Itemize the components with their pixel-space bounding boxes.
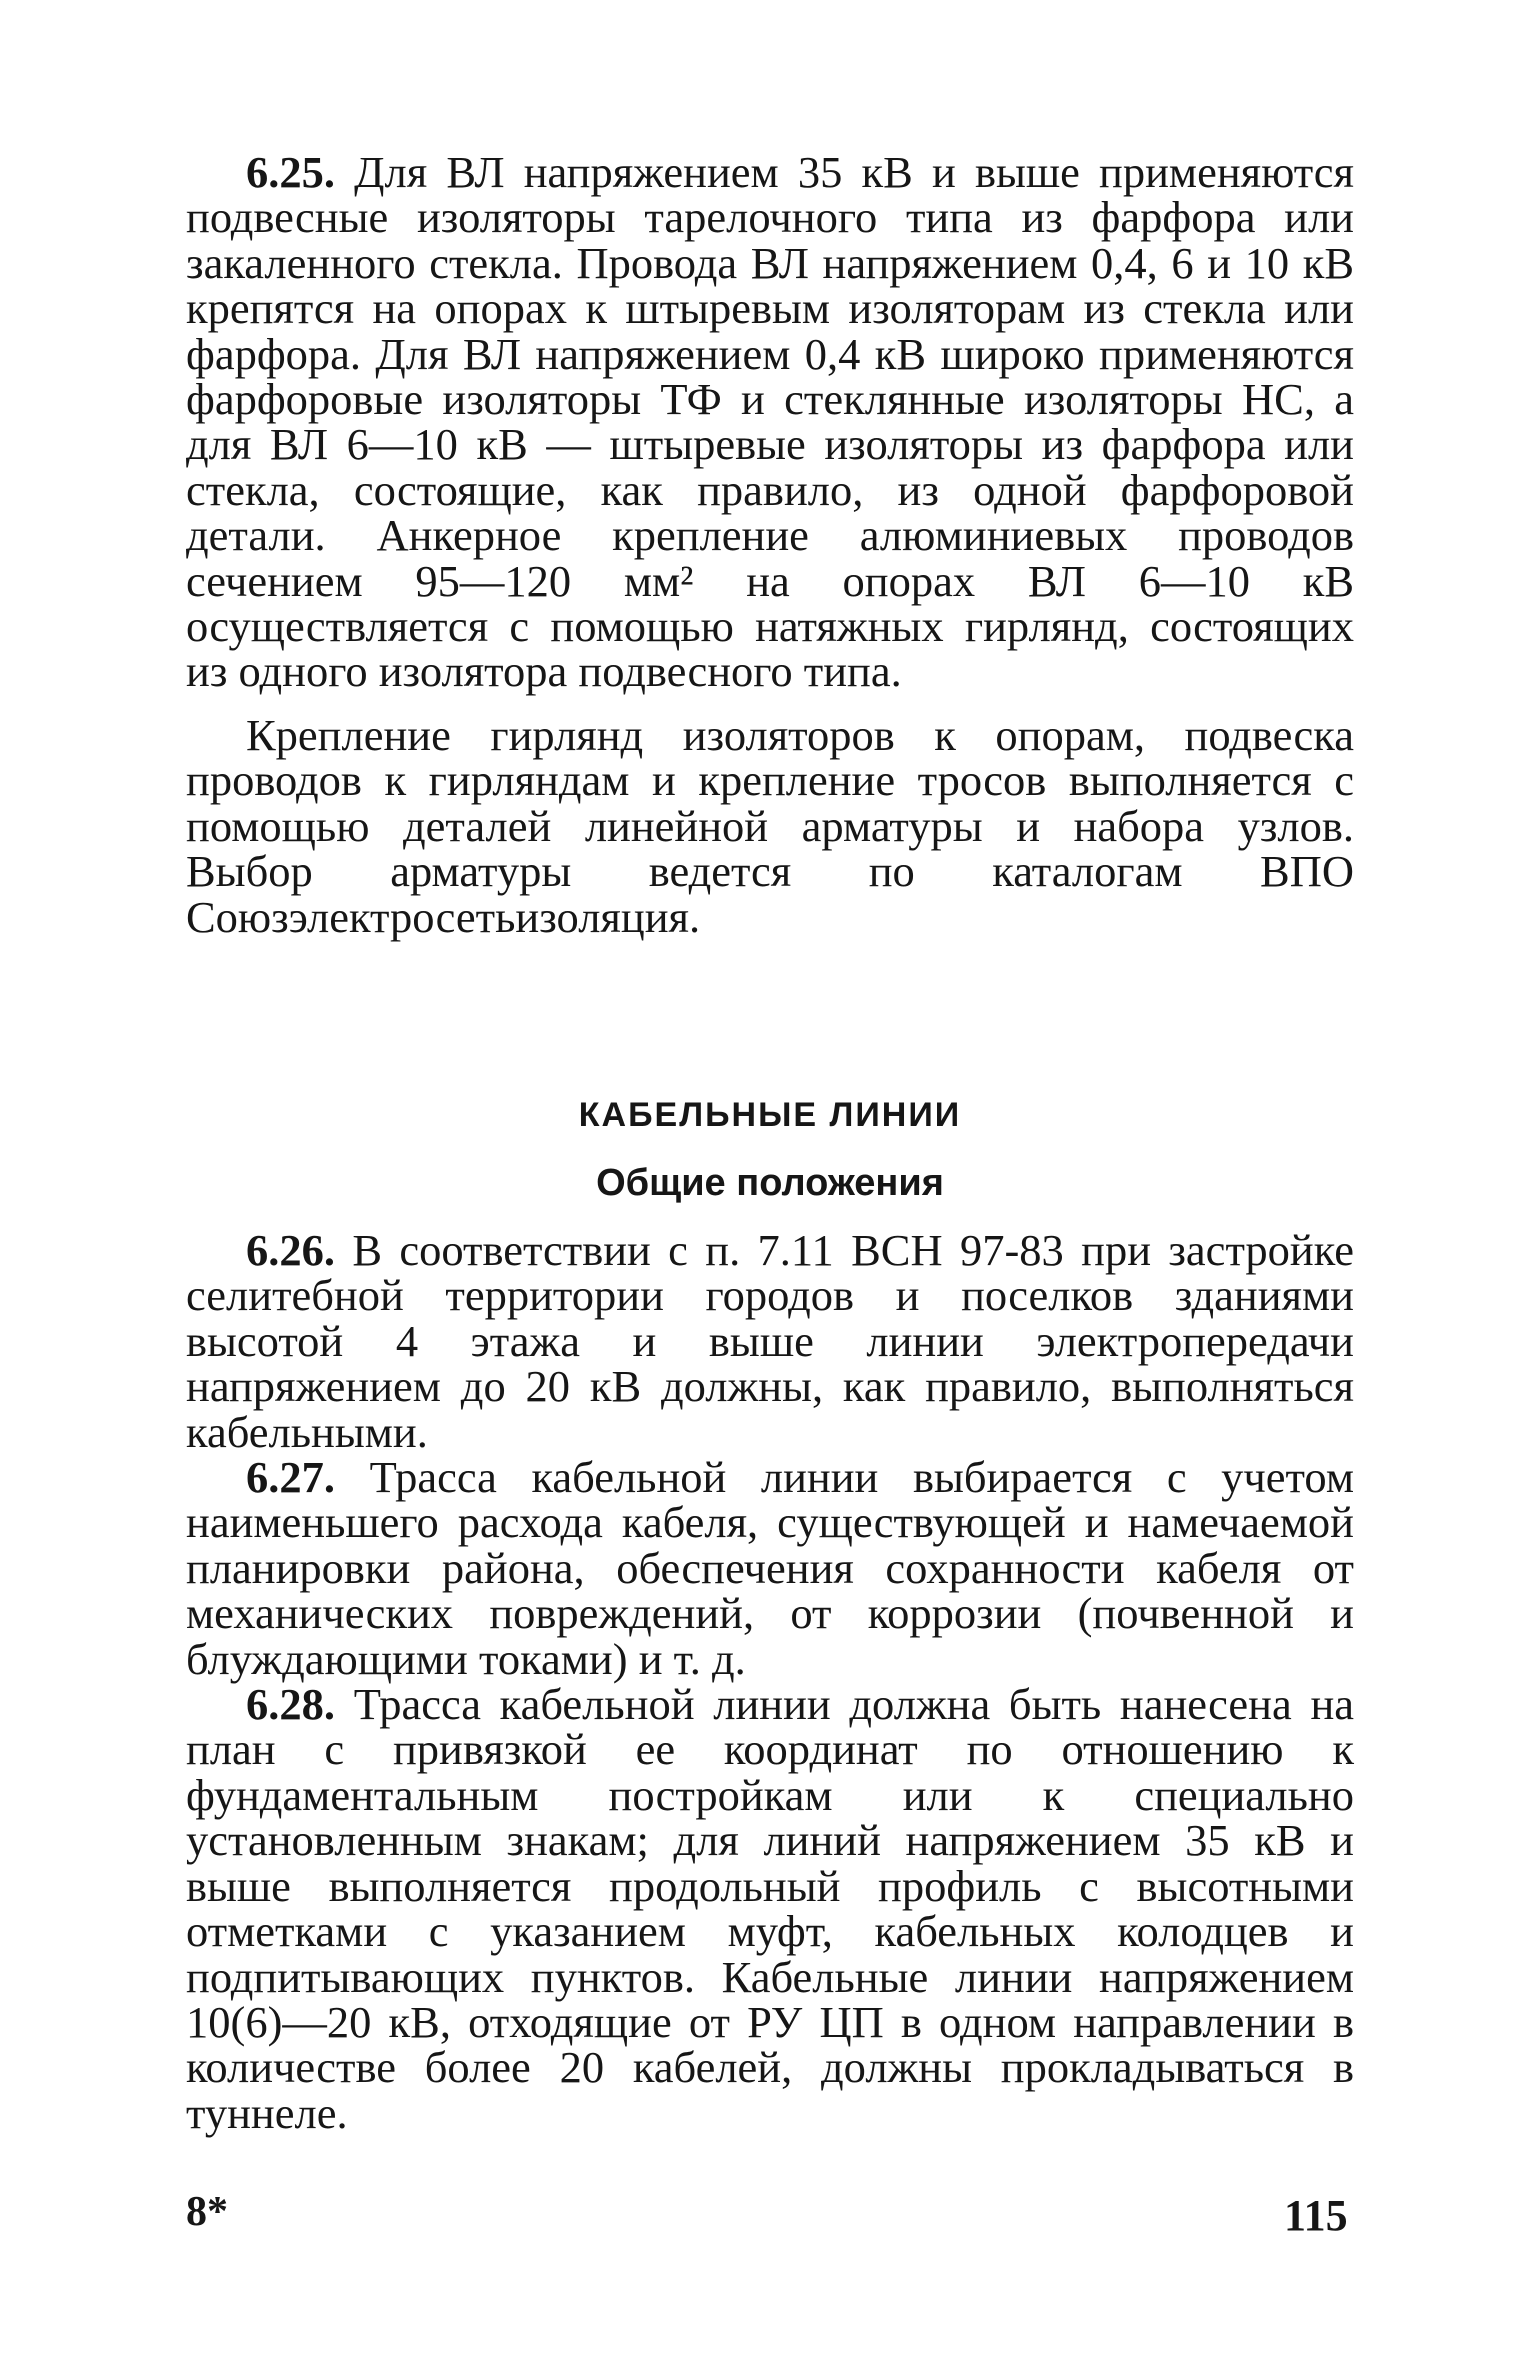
paragraph-6-26 [186, 1225, 1355, 1457]
paragraph-number: 6.28. [246, 1679, 335, 1730]
paragraph-number: 6.26. [246, 1225, 335, 1275]
paragraph-6-27 [186, 1452, 1354, 1684]
paragraph-6-25 [186, 147, 1354, 697]
paragraph-text: В соответствии с п. 7.11 ВСН 97-83 при застройке селитебной территории городов и поселков зданиями высотой 4 этажа и выше линии электропередачи напряжением до 20 кВ должны, как правило, выполняться кабельными. [186, 1225, 1355, 1457]
paragraph-text: Трасса кабельной линии выбирается с учетом наименьшего расхода кабеля, существующей и намечаемой планировки района, обеспечения сохранности кабеля от механических повреждений, от коррозии (почвенной и блуждающими токами) и т. д. [186, 1452, 1354, 1684]
cable-lines-section [186, 1225, 1355, 2138]
paragraph-6-28 [186, 1679, 1355, 2138]
paragraph-number: 6.27. [246, 1452, 335, 1503]
section-title: КАБЕЛЬНЫЕ ЛИНИИ [578, 1096, 962, 1134]
paragraph-text: Трасса кабельной линии должна быть нанесена на план с привязкой ее координат по отношению к фундаментальным постройкам или к специально установленным знакам; для линий напряжением 35 кВ и выше выполняется продольный профиль с высотными отметками с указанием муфт, кабельных колодцев и подпитывающих пунктов. Кабельные линии напряжением 10(6)—20 кВ, отходящие от РУ ЦП в одном направлении в количестве более 20 кабелей, должны прокладываться в туннеле. [186, 1679, 1355, 2138]
paragraph-text: Для ВЛ напряжением 35 кВ и выше применяются подвесные изоляторы тарелочного типа из фарфора или закаленного стекла. Провода ВЛ напряжением 0,4, 6 и 10 кВ крепятся на опорах к штыревым изоляторам из стекла или фарфора. Для ВЛ напряжением 0,4 кВ широко применяются фарфоровые изоляторы ТФ и стеклянные изоляторы НС, а для ВЛ 6—10 кВ — штыревые изоляторы из фарфора или стекла, состоящие, как правило, из одной фарфоровой детали. Анкерное крепление алюминиевых проводов сечением 95—120 мм² на опорах ВЛ 6—10 кВ осуществляется с помощью натяжных гирлянд, состоящих из одного изолятора подвесного типа. [186, 147, 1354, 697]
paragraph-number: 6.25. [246, 147, 335, 197]
page-number: 115 [1284, 2191, 1348, 2240]
subsection-title: Общие положения [596, 1162, 944, 1204]
signature-mark: 8* [186, 2189, 228, 2235]
paragraph-text: Крепление гирлянд изоляторов к опорам, подвеска проводов к гирляндам и крепление тросов выполняется с помощью деталей линейной арматуры и набора узлов. Выбор арматуры ведется по каталогам ВПО Союзэлектросетьизоляция. [186, 709, 1354, 942]
paragraph-fittings [186, 709, 1354, 942]
page-content [186, 147, 1355, 2138]
